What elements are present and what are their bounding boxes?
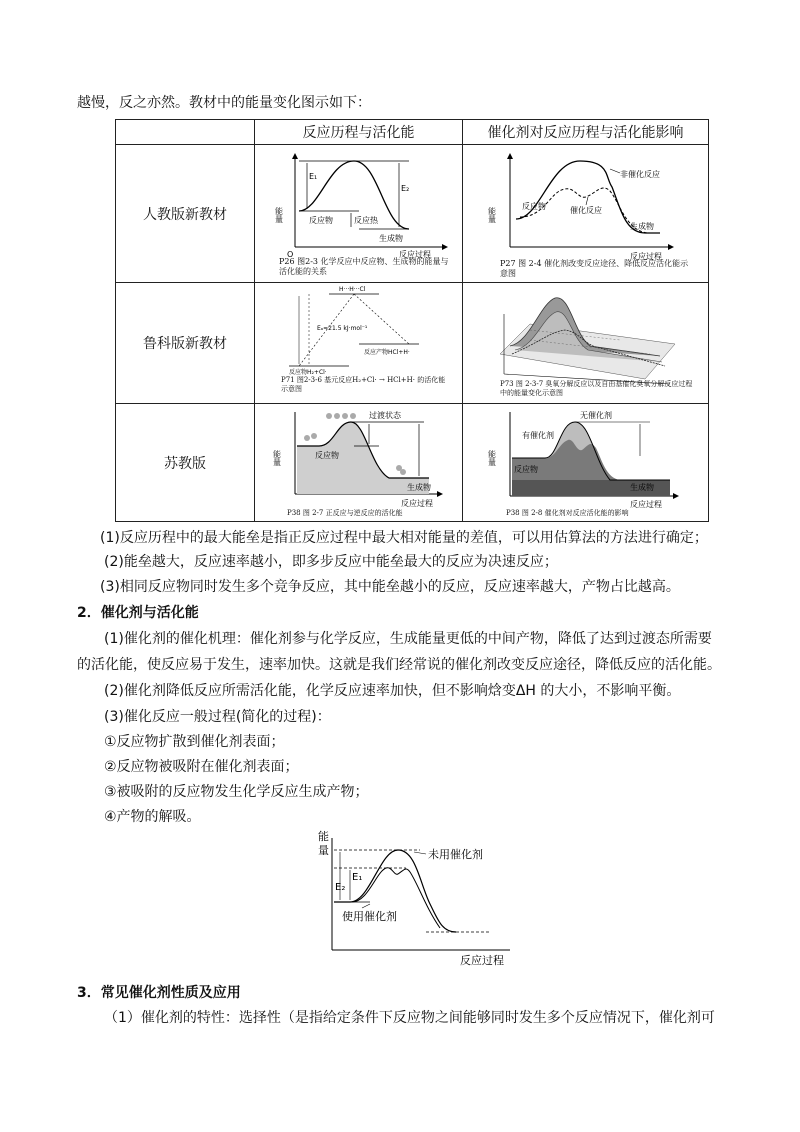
pep-left-e1: E₁ bbox=[308, 171, 317, 181]
fig-e2: E₂ bbox=[335, 882, 346, 893]
sj-left-ts: 过渡状态 bbox=[368, 410, 401, 420]
row-label-pep: 人教版新教材 bbox=[116, 145, 255, 283]
note-3: (3)相同反应物同时发生多个竞争反应，其中能垒越小的反应，反应速率越大，产物占比越高。 bbox=[100, 579, 680, 595]
section2-step-1: ①反应物扩散到催化剂表面； bbox=[104, 734, 285, 750]
pep-right-product: 生成物 bbox=[629, 221, 654, 231]
pep-right-caption: P27 图 2-4 催化剂改变反应途径、降低反应活化能示意图 bbox=[499, 258, 688, 278]
pep-left-product: 生成物 bbox=[378, 233, 403, 243]
pep-right-uncat: 非催化反应 bbox=[619, 169, 660, 179]
section2-title: 2．催化剂与活化能 bbox=[77, 605, 199, 621]
fig-ylabel-1: 能 bbox=[318, 830, 329, 843]
sj-right-xlabel: 反应过程 bbox=[629, 499, 662, 509]
header-activation: 反应历程与活化能 bbox=[255, 120, 463, 145]
note-1: (1)反应历程中的最大能垒是指正反应过程中最大相对能量的差值，可以用估算法的方法进行确定； bbox=[100, 530, 708, 546]
pep-left-ylabel: 能量 bbox=[274, 206, 283, 223]
lk-left-reactant: 反应物H₂+Cl· bbox=[288, 369, 327, 376]
sj-left-product: 生成物 bbox=[406, 482, 431, 492]
fig-xlabel: 反应过程 bbox=[460, 954, 504, 967]
pep-left-reactant: 反应物 bbox=[308, 215, 333, 225]
sj-left-ylabel: 能量 bbox=[272, 449, 281, 466]
row-label-lk: 鲁科版新教材 bbox=[116, 283, 255, 404]
section2-p2: (2)催化剂降低反应所需活化能，化学反应速率加快，但不影响焓变ΔH 的大小，不影响平衡。 bbox=[104, 683, 681, 699]
note-2: (2)能垒越大，反应速率越小，即多步反应中能垒最大的反应为决速反应； bbox=[104, 554, 558, 570]
sj-left-reactant: 反应物 bbox=[314, 450, 339, 460]
fig-uncat-label: 未用催化剂 bbox=[428, 848, 483, 861]
lk-ozone-figure bbox=[463, 283, 709, 404]
sj-catalyst-figure bbox=[463, 404, 709, 522]
section2-step-2: ②反应物被吸附在催化剂表面； bbox=[104, 759, 299, 775]
fig-e1: E₁ bbox=[352, 872, 363, 883]
sj-activation-figure bbox=[255, 404, 463, 522]
sj-right-reactant: 反应物 bbox=[513, 464, 538, 474]
section2-p1a: (1)催化剂的催化机理：催化剂参与化学反应，生成能量更低的中间产物，降低了达到过渡态所需要 bbox=[104, 631, 712, 647]
intro-text: 越慢，反之亦然。教材中的能量变化图示如下： bbox=[77, 95, 371, 111]
row-label-sj: 苏教版 bbox=[116, 404, 255, 522]
fig-cat-label: 使用催化剂 bbox=[342, 910, 397, 923]
pep-left-origin: O bbox=[286, 249, 293, 259]
sj-right-product: 生成物 bbox=[629, 482, 654, 492]
pep-right-xlabel: 反应过程 bbox=[629, 251, 662, 261]
lk-activation-figure bbox=[255, 283, 463, 404]
pep-left-caption: P26 图2-3 化学反应中反应物、生成物的能量与活化能的关系 bbox=[278, 256, 449, 276]
fig-ylabel-2: 量 bbox=[318, 844, 329, 857]
lk-left-top: H···H···Cl bbox=[338, 286, 365, 293]
lk-left-caption: P71 图2-3-6 基元反应H₂+Cl· → HCl+H· 的活化能示意图 bbox=[280, 376, 445, 393]
sj-right-caption: P38 图 2-8 催化剂对反应活化能的影响 bbox=[505, 508, 629, 517]
section3-title: 3．常见催化剂性质及应用 bbox=[77, 985, 241, 1001]
header-blank bbox=[116, 120, 255, 145]
lk-left-ea: Eₐ=21.5 kJ·mol⁻¹ bbox=[316, 325, 367, 332]
sj-right-uncat: 无催化剂 bbox=[579, 410, 612, 420]
lk-right-caption: P73 图 2-3-7 臭氧分解反应以及自由基催化臭氧分解反应过程中的能量变化示意图 bbox=[499, 380, 692, 397]
pep-activation-figure bbox=[255, 145, 463, 283]
pep-left-heat: 反应热 bbox=[353, 215, 378, 225]
section2-p3: (3)催化反应一般过程(简化的过程)： bbox=[104, 709, 331, 725]
sj-left-xlabel: 反应过程 bbox=[400, 498, 433, 508]
pep-left-e2: E₂ bbox=[400, 183, 409, 193]
section2-step-4: ④产物的解吸。 bbox=[104, 809, 201, 825]
pep-right-ylabel: 能量 bbox=[487, 206, 496, 223]
textbook-comparison-table bbox=[115, 119, 709, 522]
pep-catalyst-figure bbox=[463, 145, 709, 283]
sj-left-caption: P38 图 2-7 正反应与逆反应的活化能 bbox=[286, 508, 403, 517]
sj-right-ylabel: 能量 bbox=[487, 449, 496, 466]
catalyst-energy-figure bbox=[310, 824, 520, 970]
section3-p1: （1）催化剂的特性：选择性（是指给定条件下反应物之间能够同时发生多个反应情况下，催化剂可 bbox=[104, 1010, 715, 1026]
lk-left-product: 反应产物HCl+H· bbox=[363, 349, 410, 356]
sj-right-cat: 有催化剂 bbox=[521, 430, 554, 440]
header-catalyst: 催化剂对反应历程与活化能影响 bbox=[463, 120, 709, 145]
section2-p1b: 的活化能，使反应易于发生，速率加快。这就是我们经常说的催化剂改变反应途径，降低反应的活化能。 bbox=[77, 657, 721, 673]
pep-right-reactant: 反应物 bbox=[521, 201, 546, 211]
section2-step-3: ③被吸附的反应物发生化学反应生成产物； bbox=[104, 784, 369, 800]
pep-left-xlabel: 反应过程 bbox=[398, 249, 431, 259]
pep-right-cat: 催化反应 bbox=[569, 205, 602, 215]
